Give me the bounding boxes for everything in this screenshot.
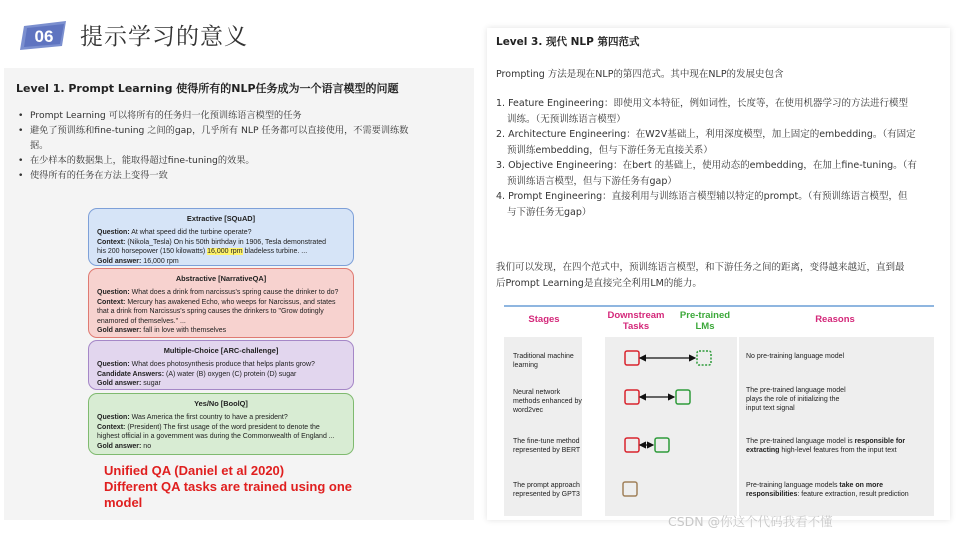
header-pretrained-lms: Pre-trained LMs <box>679 310 731 332</box>
stage-traditional-ml: Traditional machine learning <box>513 353 574 369</box>
paradigm-item: 3. Objective Engineering：在bert 的基础上，使用动态的embedding，在加上fine-tuning。（有 预训练语言模型，但与下游任务有gap） <box>496 160 917 187</box>
csdn-watermark: CSDN @你这个代码我看不懂 <box>668 514 833 529</box>
conclusion-text: 我们可以发现，在四个范式中，预训练语言模型，和下游任务之间的距离，变得越来越近，直到最 后Prompt Learning是直接完全利用LM的能力。 <box>496 262 905 289</box>
downstream-task-box <box>625 351 639 365</box>
level3-title: Level 3. 现代 NLP 第四范式 <box>496 36 640 48</box>
stage-neural-network: Neural network methods enhanced by word2vec <box>513 389 582 414</box>
qa-box-abstractive: Abstractive [NarrativeQA] Question: What does a drink from narcissus's spring cause the drinker to do? Context: Mercury has awakened Echo, who weeps for Narcissus, and states that a drink from Narcissus's spring causes the drinkers to "Grow dotingly enamored of themselves." ... Gold answer: fall in love with themselves <box>88 268 354 338</box>
unified-qa-caption: Unified QA (Daniel et al 2020) Different QA tasks are trained using one model <box>104 463 353 510</box>
pretrained-lm-box-dashed <box>697 351 711 365</box>
qa-box-multiple-choice: Multiple-Choice [ARC-challenge] Question: What does photosynthesis produce that helps plants grow? Candidate Answers: (A) water (B) oxygen (C) protein (D) sugar Gold answer: sugar <box>88 340 354 390</box>
header-downstream-tasks: Downstream Tasks <box>607 310 665 332</box>
row-fine-tune-diagram <box>625 438 669 452</box>
figure-top-rule <box>504 305 934 307</box>
header-stages: Stages <box>528 314 560 325</box>
paradigm-item: 4. Prompt Engineering：直接利用与训练语言模型辅以特定的prompt。（有预训练语言模型，但 与下游任务无gap） <box>496 191 908 218</box>
reason-fine-tune: The pre-trained language model is responsible for extracting high-level features from the input text <box>746 438 906 454</box>
stage-fine-tune: The fine-tune method represented by BERT <box>513 438 581 454</box>
section-number: 06 <box>34 27 54 46</box>
page-title: 提示学习的意义 <box>80 24 248 50</box>
bullet-item: • 避免了预训练和fine-tuning 之间的gap，几乎所有 NLP 任务都可以直接使用，不需要训练数 据。 <box>16 123 466 153</box>
reason-prompt: Pre-training language models take on more responsibilities: feature extraction, result prediction <box>746 482 909 498</box>
header-reasons: Reasons <box>815 314 855 325</box>
paradigm-item: 1. Feature Engineering：即使用文本特征，例如词性，长度等，在使用机器学习的方法进行模型 训练。（无预训练语言模型） <box>496 98 909 125</box>
bullet-item: • Prompt Learning 可以将所有的任务归一化预训练语言模型的任务 <box>16 108 466 123</box>
merged-task-lm-box <box>623 482 637 496</box>
paradigm-intro: Prompting 方法是现在NLP的第四范式。其中现在NLP的发展史包含 <box>496 69 784 80</box>
downstream-task-box <box>625 390 639 404</box>
reason-neural-network: The pre-trained language model plays the role of initializing the input text signal <box>746 387 846 412</box>
qa-box-title: Yes/No [BoolQ] <box>194 399 248 408</box>
row-prompt-diagram <box>623 482 637 496</box>
qa-box-yes-no: Yes/No [BoolQ] Question: Was America the first country to have a president? Context: (President) The first usage of the word president to denote the highest official in a government was during the Commonwealth of England ... Gold answer: no <box>88 393 354 455</box>
tasks-lms-diagram <box>605 337 737 516</box>
qa-box-extractive: Extractive [SQuAD] Question: At what speed did the turbine operate? Context: (Nikola_Tesla) On his 50th birthday in 1906, Tesla demonstrated his 200 horsepower (150 kilowatts) 16,000 rpm bladeless turbine. ... Gold answer: 16,000 rpm <box>88 208 354 266</box>
level1-title: Level 1. Prompt Learning 使得所有的NLP任务成为一个语言模型的问题 <box>16 82 399 95</box>
pretrained-lm-box <box>676 390 690 404</box>
reason-traditional-ml: No pre-training language model <box>746 353 845 360</box>
stage-prompt: The prompt approach represented by GPT3 <box>513 482 580 498</box>
bullet-item: • 使得所有的任务在方法上变得一致 <box>16 168 466 183</box>
answer-highlight: 16,000 rpm <box>207 248 243 256</box>
qa-box-title: Abstractive [NarrativeQA] <box>175 274 267 283</box>
qa-box-title: Multiple-Choice [ARC-challenge] <box>163 346 279 355</box>
paradigm-item: 2. Architecture Engineering：在W2V基础上，利用深度模型，加上固定的embedding。（有固定 预训练embedding，但与下游任务无直接关系） <box>496 129 916 156</box>
paradigm-list <box>496 96 951 220</box>
qa-box-title: Extractive [SQuAD] <box>186 214 256 223</box>
level1-bullet-list <box>16 108 466 183</box>
pretrained-lm-box <box>655 438 669 452</box>
downstream-task-box <box>625 438 639 452</box>
row-neural-network-diagram <box>625 390 690 404</box>
row-traditional-ml-diagram <box>625 351 711 365</box>
bullet-item: • 在少样本的数据集上，能取得超过fine-tuning的效果。 <box>16 153 466 168</box>
section-number-badge <box>18 18 70 52</box>
